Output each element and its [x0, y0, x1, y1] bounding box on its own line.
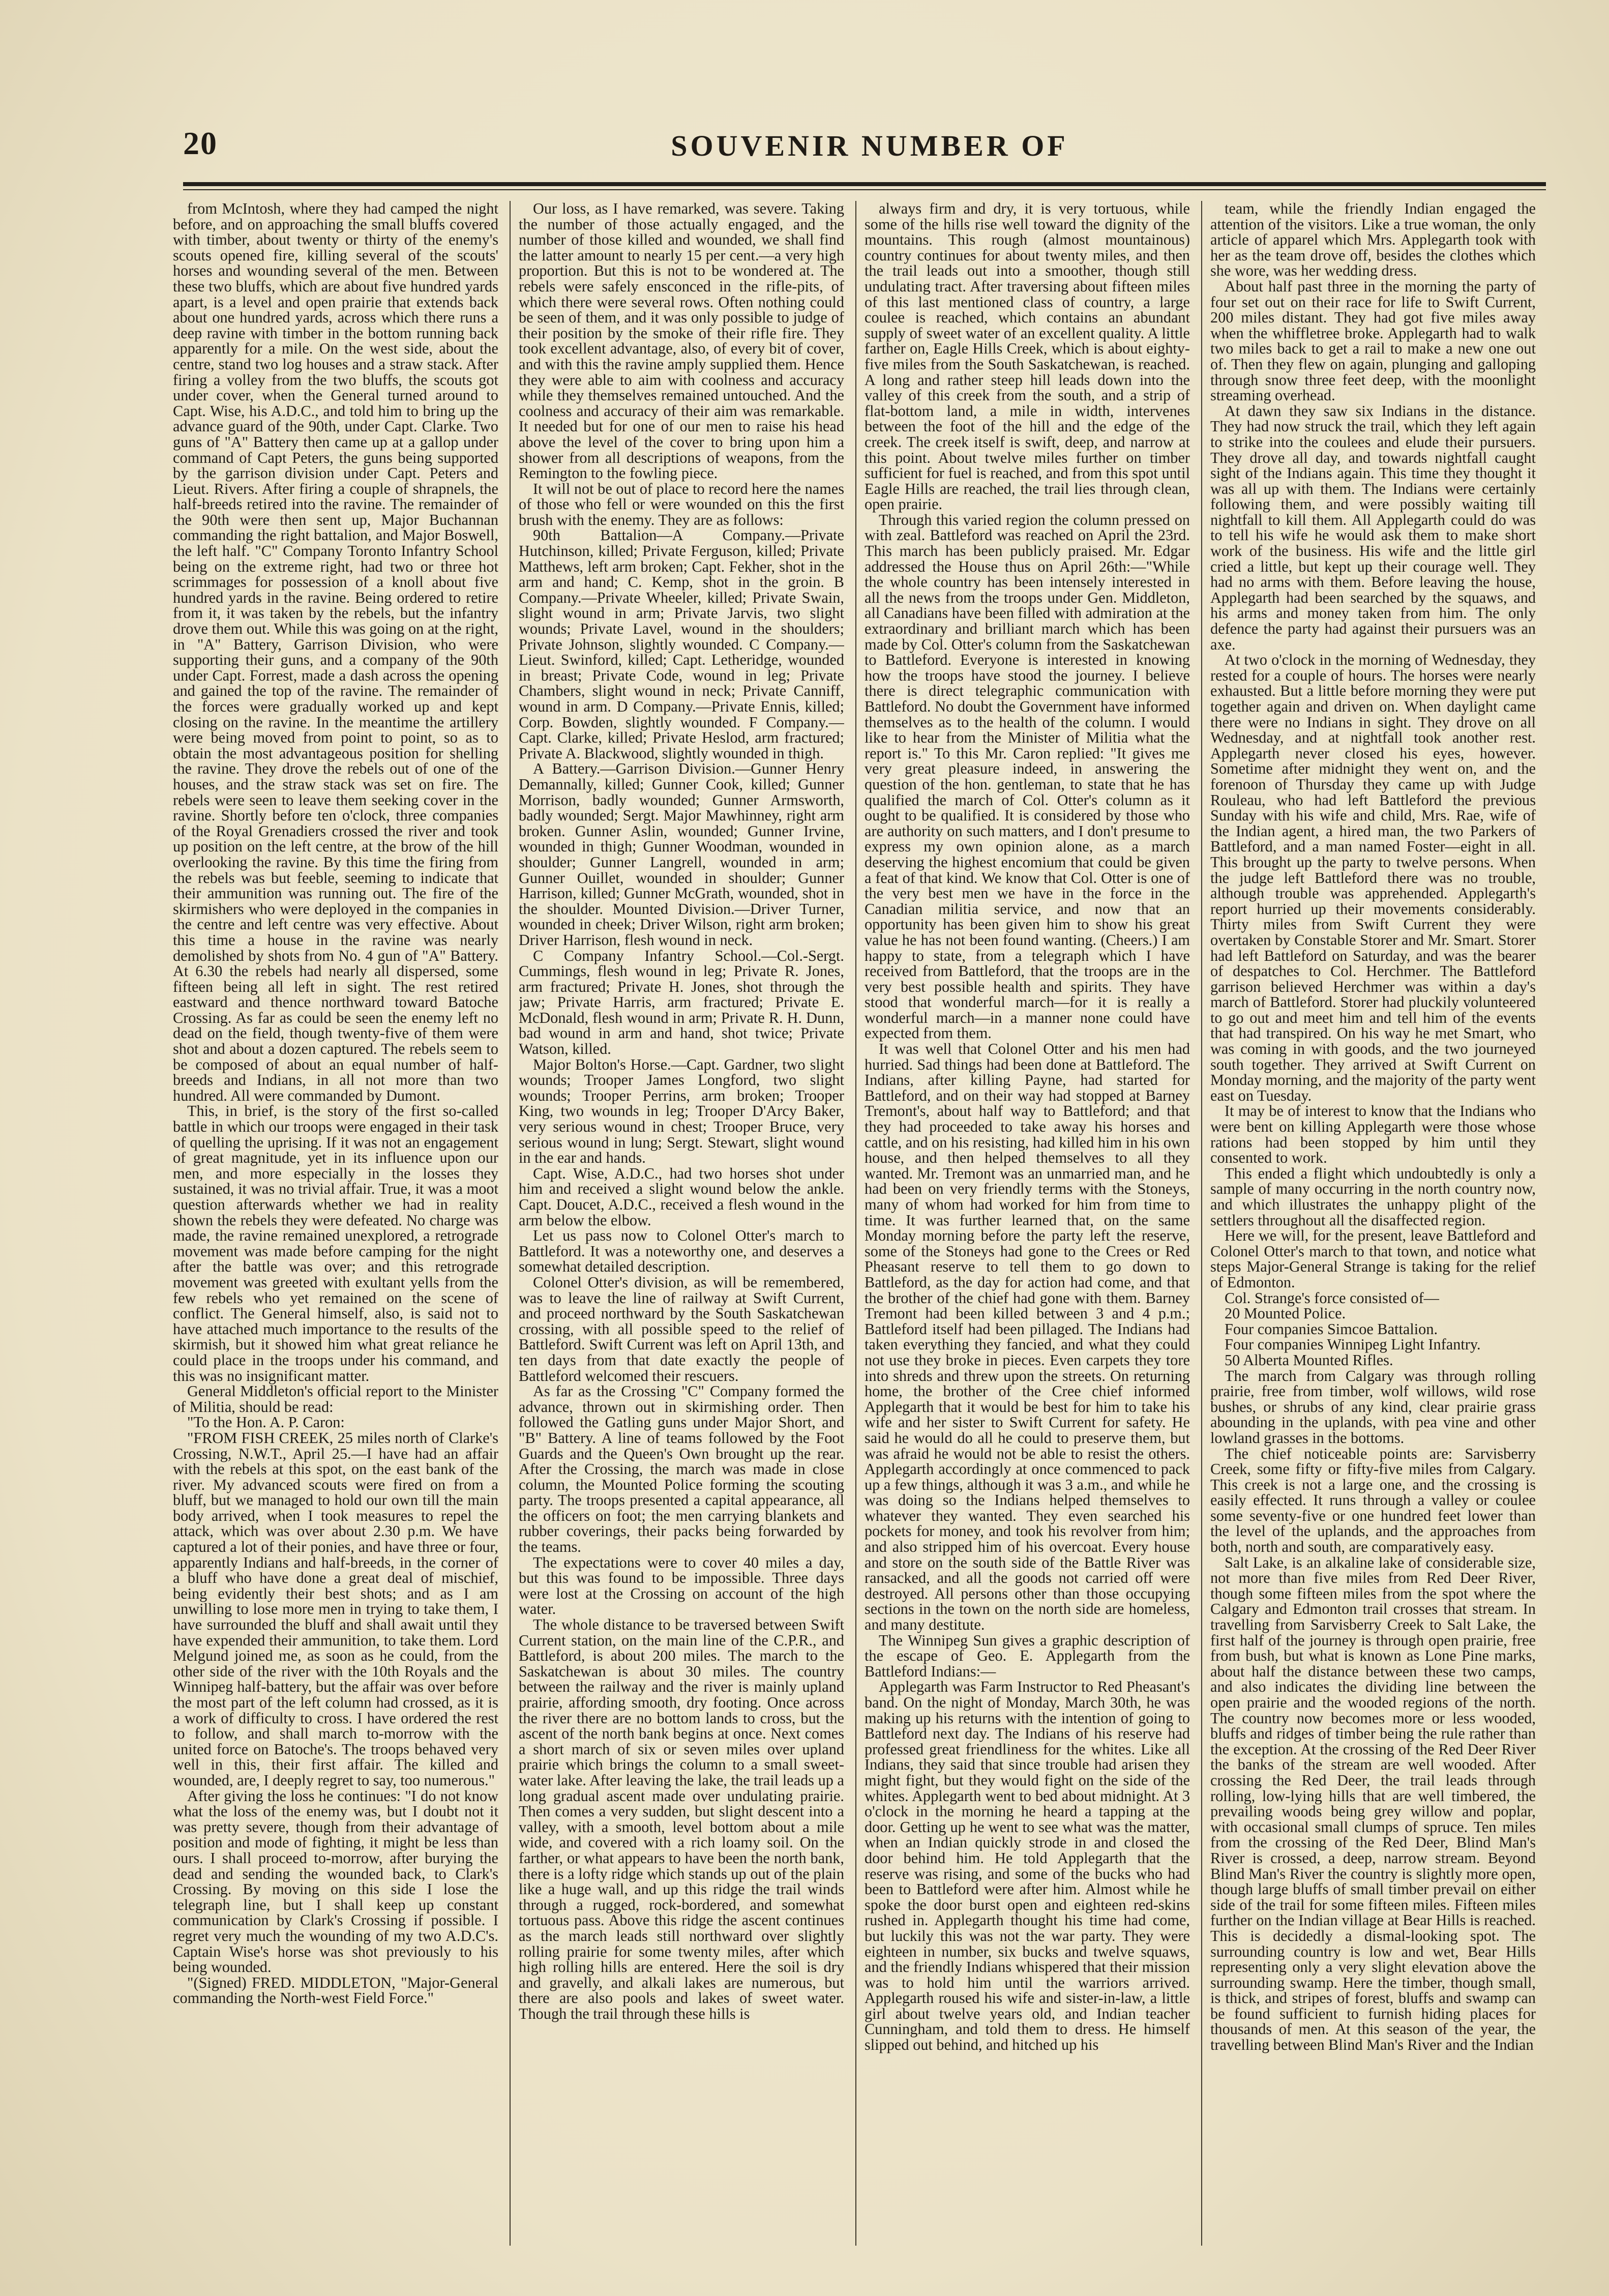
column-1	[173, 201, 498, 2246]
paragraph: The whole distance to be traversed between Swift Current station, on the main line of the C.P.R., and Battleford, is about 200 miles. The march to the Saskatchewan is about 30 miles. The country between the railway and the river is mainly upland prairie, affording smooth, dry footing. Once across the river there are no bottom lands to cross, but the ascent of the north bank begins at once. Next comes a short march of six or seven miles over upland prairie which brings the column to a small sweet-water lake. After leaving the lake, the trail leads up a long gradual ascent made over undulating prairie. Then comes a very sudden, but slight descent into a valley, with a smooth, level bottom about a mile wide, and covered with a rich loamy soil. On the farther, or what appears to have been the north bank, there is a lofty ridge which stands up out of the plain like a huge wall, and up this ridge the trail winds through a rugged, rock-bordered, and somewhat tortuous pass. Above this ridge the ascent continues as the march leads still northward over slightly rolling prairie for some twenty miles, after which high rolling hills are entered. Here the soil is dry and gravelly, and alkali lakes are numerous, but there are also pools and lakes of sweet water. Though the trail through these hills is	[519, 1616, 844, 2022]
paragraph: C Company Infantry School.—Col.-Sergt. Cummings, flesh wound in leg; Private R. Jones, arm fractured; Private H. Jones, shot through the jaw; Private Harris, arm fractured; Private E. McDonald, flesh wound in arm; Private R. H. Dunn, bad wound in arm and hand, shot twice; Private Watson, killed.	[519, 947, 844, 1058]
paragraph: It was well that Colonel Otter and his men had hurried. Sad things had been done at Battleford. The Indians, after killing Payne, had started for Battleford, and on their way had stopped at Barney Tremont's, about half way to Battleford; and that they had proceeded to take away his horses and cattle, and on his resisting, had killed him in his own house, and then helped themselves to all they wanted. Mr. Tremont was an unmarried man, and he had been on very friendly terms with the Stoneys, many of whom had worked for him from time to time. It was further learned that, on the same Monday morning before the party left the reserve, some of the Stoneys had gone to the Crees or Red Pheasant reserve to tell them to go down to Battleford, as the day for action had come, and that the brother of the chief had gone with them. Barney Tremont had been killed between 3 and 4 p.m.; Battleford itself had been pillaged. The Indians had taken everything they fancied, and what they could not use they broke in pieces. Even carpets they tore into shreds and threw upon the streets. On returning home, the brother of the Cree chief informed Applegarth that it would be best for him to take his wife and her sister to Swift Current for safety. He said he would do all he could to preserve them, but was afraid he would not be able to resist the others. Applegarth accordingly at once commenced to pack up a few things, although it was 3 a.m., and while he was doing so the Indians helped themselves to whatever they wanted. They even searched his pockets for money, and took his revolver from him; and also stripped him of his overcoat. Every house and store on the south side of the Battle River was ransacked, and all the goods not carried off were destroyed. All persons other than those occupying sections in the town on the north side are homeless, and many destitute.	[865, 1040, 1190, 1634]
paragraph: This ended a flight which undoubtedly is only a sample of many occurring in the north country now, and which illustrates the unhappy plight of the settlers throughout all the disaffected region.	[1210, 1164, 1536, 1229]
paragraph: At two o'clock in the morning of Wednesday, they rested for a couple of hours. The horses were nearly exhausted. But a little before morning they were put together again and driven on. When daylight came there were no Indians in sight. They drove on all Wednesday, and at nightfall took another rest. Applegarth never closed his eyes, however. Sometime after midnight they went on, and the forenoon of Thursday they came up with Judge Rouleau, who had left Battleford the previous Sunday with his wife and child, Mrs. Rae, wife of the Indian agent, a hired man, the two Parkers of Battleford, and a man named Foster—eight in all. This brought up the party to twelve persons. When the judge left Battleford there was no trouble, although trouble was apprehended. Applegarth's report hurried up their movements considerably. Thirty miles from Swift Current they were overtaken by Constable Storer and Mr. Smart. Storer had left Battleford on Saturday, and was the bearer of despatches to Col. Herchmer. The Battleford garrison believed Herchmer was within a day's march of Battleford. Storer had pluckily volunteered to go out and meet him and tell him of the events that had transpired. On his way he met Smart, who was coming in with goods, and the two journeyed south together. They arrived at Swift Current on Monday morning, and the majority of the party went east on Tuesday.	[1210, 651, 1536, 1104]
paragraph: About half past three in the morning the party of four set out on their race for life to Swift Current, 200 miles distant. They had got five miles away when the whiffletree broke. Applegarth had to walk two miles back to get a rail to make a new one out of. Then they flew on again, plunging and galloping through snow three feet deep, with the moonlight streaming overhead.	[1210, 277, 1536, 404]
paragraph: General Middleton's official report to the Minister of Militia, should be read:	[173, 1382, 498, 1416]
paragraph: Colonel Otter's division, as will be remembered, was to leave the line of railway at Swift Current, and proceed northward by the South Saskatchewan crossing, with all possible speed to the relief of Battleford. Swift Current was left on April 13th, and ten days from that date exactly the people of Battleford welcomed their rescuers.	[519, 1273, 844, 1385]
paragraph: It will not be out of place to record here the names of those who fell or were wounded on this the first brush with the enemy. They are as follows:	[519, 480, 844, 528]
running-title: SOUVENIR NUMBER OF	[671, 129, 1068, 162]
paragraph: The Winnipeg Sun gives a graphic description of the escape of Geo. E. Applegarth from the Battleford Indians:—	[865, 1631, 1190, 1680]
paragraph: team, while the friendly Indian engaged the attention of the visitors. Like a true woman, the only article of apparel which Mrs. Applegarth took with her as the team drove off, besides the clothes which she wore, was her wedding dress.	[1210, 201, 1536, 280]
page-number: 20	[183, 125, 218, 161]
column-2	[519, 201, 844, 2246]
paragraph: from McIntosh, where they had camped the night before, and on approaching the small bluffs covered with timber, about twenty or thirty of the enemy's scouts opened fire, killing several of the scouts' horses and wounding several of the men. Between these two bluffs, which are about five hundred yards apart, is a level and open prairie that extends back about one hundred yards, across which there runs a deep ravine with timber in the bottom running back apparently for a mile. On the west side, about the centre, stand two log houses and a straw stack. After firing a volley from the two bluffs, the scouts got under cover, when the General turned around to Capt. Wise, his A.D.C., and told him to bring up the advance guard of the 90th, under Capt. Clarke. Two guns of "A" Battery then came up at a gallop under command of Capt Peters, the guns being supported by the garrison division under Capt. Peters and Lieut. Rivers. After firing a couple of shrapnels, the half-breeds retired into the ravine. The remainder of the 90th were then sent up, Major Buchannan commanding the right battalion, and Major Boswell, the left half. "C" Company Toronto Infantry School being on the extreme right, had two or three hot scrimmages for possession of a knoll about five hundred yards in the ravine. Being ordered to retire from it, it was taken by the rebels, but the infantry drove them out. While this was going on at the right, in "A" Battery, Garrison Division, who were supporting their guns, and a company of the 90th under Capt. Forrest, made a dash across the opening and gained the top of the ravine. The remainder of the forces were gradually worked up and kept closing on the ravine. In the meantime the artillery were being moved from point to point, so as to obtain the most advantageous position for shelling the ravine. They drove the rebels out of one of the houses, and the straw stack was set on fire. The rebels were seen to leave them seeking cover in the ravine. Shortly before ten o'clock, three companies of the Royal Grenadiers crossed the river and took up position on the left centre, at the brow of the hill overlooking the ravine. By this time the firing from the rebels was but feeble, seeming to indicate that their ammunition was running out. The fire of the skirmishers who were deployed in the companies in the centre and left centre was very effective. About this time a house in the ravine was nearly demolished by shots from No. 4 gun of "A" Battery. At 6.30 the rebels had nearly all dispersed, some fifteen being all left in sight. The rest retired eastward and thence northward toward Batoche Crossing. As far as could be seen the enemy left no dead on the field, though twenty-five of them were shot and about a dozen captured. The rebels seem to be composed of about an equal number of half-breeds and Indians, in all not more than two hundred. All were commanded by Dumont.	[173, 201, 498, 1104]
paragraph: The chief noticeable points are: Sarvisberry Creek, some fifty or fifty-five miles from Calgary. This creek is not a large one, and the crossing is easily effected. It runs through a valley or coulee some seventy-five or one hundred feet lower than the level of the uplands, and the approaches from both, north and south, are comparatively easy.	[1210, 1445, 1536, 1556]
paragraph: At dawn they saw six Indians in the distance. They had now struck the trail, which they left again to strike into the coulees and elude their pursuers. They drove all day, and towards nightfall caught sight of the Indians again. This time they thought it was all up with them. The Indians were certainly following them, and were possibly waiting till nightfall to kill them. All Applegarth could do was to tell his wife he would ask them to make short work of the business. His wife and the little girl cried a little, but kept up their courage well. They had no arms with them. Before leaving the house, Applegarth had been searched by the squaws, and his arms and money taken from him. The only defence the party had against their pursuers was an axe.	[1210, 402, 1536, 653]
paragraph: It may be of interest to know that the Indians who were bent on killing Applegarth were those whose rations had been stopped by him until they consented to work.	[1210, 1102, 1536, 1167]
paragraph: Through this varied region the column pressed on with zeal. Battleford was reached on April the 23rd. This march has been publicly praised. Mr. Edgar addressed the House thus on April 26th:—"While the whole country has been intensely interested in all the news from the troops under Gen. Middleton, all Canadians have been filled with admiration at the extraordinary and brilliant march which has been made by Col. Otter's column from the Saskatchewan to Battleford. Everyone is interested in knowing how the troops have stood the journey. I believe there is direct telegraphic communication with Battleford. No doubt the Government have informed themselves as to the health of the column. I would like to hear from the Minister of Militia what the report is." To this Mr. Caron replied: "It gives me very great pleasure indeed, in answering the question of the hon. gentleman, to state that he has qualified the march of Col. Otter's column as it ought to be qualified. It is considered by those who are authority on such matters, and I don't presume to express my own opinion alone, as a march deserving the highest encomium that could be given a feat of that kind. We know that Col. Otter is one of the very best men we have in the force in the Canadian militia service, and now that an opportunity has been given him to show his great value he has not been found wanting. (Cheers.) I am happy to state, from a telegraph which I have received from Battleford, that the troops are in the very best possible health and spirits. They have stood that wonderful march—for it is really a wonderful march—in a manner none could have expected from them.	[865, 511, 1190, 1042]
paragraph: Salt Lake, is an alkaline lake of considerable size, not more than five miles from Red Deer River, though some fifteen miles from the spot where the Calgary and Edmonton trail crosses that stream. In travelling from Sarvisberry Creek to Salt Lake, the first half of the journey is through open prairie, free from bush, but what is known as Lone Pine marks, about half the distance between these two camps, and also indicates the dividing line between the open prairie and the wooded regions of the north. The country now becomes more or less wooded, bluffs and ridges of timber being the rule rather than the exception. At the crossing of the Red Deer River the banks of the stream are well wooded. After crossing the Red Deer, the trail leads through rolling, low-lying hills that are well timbered, the prevailing woods being grey willow and poplar, with occasional small clumps of spruce. Ten miles from the crossing of the Red Deer, Blind Man's River is crossed, a deep, narrow stream. Beyond Blind Man's River the country is slightly more open, though large bluffs of small timber prevail on either side of the trail for some fifteen miles. Fifteen miles further on the Indian village at Bear Hills is reached. This is decidedly a dismal-looking spot. The surrounding country is low and wet, Bear Hills representing only a very slight elevation above the surrounding swamp. Here the timber, though small, is thick, and stripes of forest, bluffs and swamp can be found sufficient to furnish hiding places for thousands of men. At this season of the year, the travelling between Blind Man's River and the Indian	[1210, 1553, 1536, 2054]
paragraph: This, in brief, is the story of the first so-called battle in which our troops were engaged in their task of quelling the uprising. If it was not an engagement of great magnitude, yet in its influence upon our men, and more especially in the losses they sustained, it was no trivial affair. True, it was a moot question afterwards whether we had in reality shown the rebels they were defeated. No charge was made, the ravine remained unexplored, a retrograde movement was made before camping for the night after the battle was over; and this retrograde movement was greeted with exultant yells from the few rebels who yet remained on the scene of conflict. The General himself, also, is said not to have attached much importance to the results of the skirmish, but it showed him what great reliance he could place in the troops under his command, and this was no insignificant matter.	[173, 1102, 498, 1385]
paragraph: always firm and dry, it is very tortuous, while some of the hills rise well toward the dignity of the mountains. This rough (almost mountainous) country continues for about twenty miles, and then the trail leads out into a smoother, though still undulating tract. After traversing about fifteen miles of this last mentioned class of country, a large coulee is reached, which contains an abundant supply of sweet water of an excellent quality. A little farther on, Eagle Hills Creek, which is about eighty-five miles from the South Saskatchewan, is reached. A long and rather steep hill leads down into the valley of this creek from the south, and a strip of flat-bottom land, a mile in width, intervenes between the foot of the hill and the edge of the creek. The creek itself is swift, deep, and narrow at this point. About twelve miles further on timber sufficient for fuel is reached, and from this spot until Eagle Hills are reached, the trail lies through clean, open prairie.	[865, 201, 1190, 513]
paragraph: Col. Strange's force consisted of—	[1225, 1289, 1439, 1307]
paragraph: Let us pass now to Colonel Otter's march to Battleford. It was a noteworthy one, and deserves a somewhat detailed description.	[519, 1227, 844, 1276]
paragraph: The expectations were to cover 40 miles a day, but this was found to be impossible. Three days were lost at the Crossing on account of the high water.	[519, 1553, 844, 1618]
paragraph: Four companies Simcoe Battalion.	[1225, 1320, 1438, 1338]
paragraph: 50 Alberta Mounted Rifles.	[1225, 1351, 1393, 1369]
column-3	[865, 201, 1190, 2246]
paragraph: "(Signed) FRED. MIDDLETON, "Major-General commanding the North-west Field Force."	[173, 1974, 498, 2007]
paragraph: After giving the loss he continues: "I do not know what the loss of the enemy was, but I doubt not it was pretty severe, though from their advantage of position and mode of fighting, it might be less than ours. I shall proceed to-morrow, after burying the dead and sending the wounded back, to Clark's Crossing. By moving on this side I lose the telegraph line, but I shall keep up constant communication by Clark's Crossing if possible. I regret very much the wounding of my two A.D.C's. Captain Wise's horse was shot previously to his being wounded.	[173, 1787, 498, 1976]
paragraph: Our loss, as I have remarked, was severe. Taking the number of those actually engaged, and the number of those killed and wounded, we shall find the latter amount to nearly 15 per cent.—a very high proportion. But this is not to be wondered at. The rebels were safely ensconced in the rifle-pits, of which there were several rows. Often nothing could be seen of them, and it was only possible to judge of their position by the smoke of their rifle fire. They took excellent advantage, also, of every bit of cover, and with this the ravine amply supplied them. Hence they were able to aim with coolness and accuracy while they themselves remained untouched. And the coolness and accuracy of their aim was remarkable. It needed but for one of our men to raise his head above the level of the cover to bring upon him a shower from all descriptions of weapons, from the Remington to the fowling piece.	[519, 201, 844, 482]
paragraph: 90th Battalion—A Company.—Private Hutchinson, killed; Private Ferguson, killed; Private Matthews, left arm broken; Capt. Fekher, shot in the arm and hand; C. Kemp, shot in the groin. B Company.—Private Wheeler, killed; Private Swain, slight wound in arm; Private Jarvis, two slight wounds; Private Lavel, wound in the shoulders; Private Johnson, slightly wounded. C Company.—Lieut. Swinford, killed; Capt. Letheridge, wounded in breast; Private Code, wound in leg; Private Chambers, slight wound in neck; Private Canniff, wound in arm. D Company.—Private Ennis, killed; Corp. Bowden, slightly wounded. F Company.—Capt. Clarke, killed; Private Heslod, arm fractured; Private A. Blackwood, slightly wounded in thigh.	[519, 526, 844, 762]
header-rule	[183, 182, 1546, 186]
paragraph: As far as the Crossing "C" Company formed the advance, thrown out in skirmishing order. Then followed the Gatling guns under Major Short, and "B" Battery. A line of teams followed by the Foot Guards and the Queen's Own brought up the rear. After the Crossing, the march was made in close column, the Mounted Police forming the scouting party. The troops presented a capital appearance, all the officers on foot; the men carrying blankets and rubber coverings, their packs being forwarded by the teams.	[519, 1382, 844, 1556]
column-divider	[855, 201, 856, 2246]
paragraph: A Battery.—Garrison Division.—Gunner Henry Demannally, killed; Gunner Cook, killed; Gunner Morrison, badly wounded; Gunner Armsworth, badly wounded; Sergt. Major Mawhinney, right arm broken. Gunner Aslin, wounded; Gunner Irvine, wounded in thigh; Gunner Woodman, wounded in shoulder; Gunner Langrell, wounded in arm; Gunner Ouillet, wounded in shoulder; Gunner Harrison, killed; Gunner McGrath, wounded, shot in the shoulder. Mounted Division.—Driver Turner, wounded in cheek; Driver Wilson, right arm broken; Driver Harrison, flesh wound in neck.	[519, 760, 844, 949]
article-columns	[173, 201, 1546, 2246]
paragraph: 20 Mounted Police.	[1225, 1305, 1346, 1322]
paragraph: The march from Calgary was through rolling prairie, free from timber, wolf willows, wild rose bushes, or shrubs of any kind, clear prairie grass abounding in the uplands, with pea vine and other lowland grasses in the bottoms.	[1210, 1367, 1536, 1447]
paragraph: Here we will, for the present, leave Battleford and Colonel Otter's march to that town, and notice what steps Major-General Strange is taking for the relief of Edmonton.	[1210, 1227, 1536, 1291]
column-divider	[1201, 201, 1202, 2246]
paragraph: Major Bolton's Horse.—Capt. Gardner, two slight wounds; Trooper James Longford, two slight wounds; Trooper Perrins, arm broken; Trooper King, two wounds in leg; Trooper D'Arcy Baker, very serious wound in chest; Trooper Bruce, very serious wound in lung; Sergt. Stewart, slight wound in the ear and hands.	[519, 1055, 844, 1167]
header-rule-thin	[183, 189, 1546, 190]
column-divider	[510, 201, 511, 2246]
paragraph: Four companies Winnipeg Light Infantry.	[1225, 1336, 1481, 1353]
page-header	[183, 125, 1546, 170]
paragraph: Applegarth was Farm Instructor to Red Pheasant's band. On the night of Monday, March 30th, he was making up his returns with the intention of going to Battleford next day. The Indians of his reserve had professed great friendliness for the whites. Like all Indians, they said that since trouble had arisen they might fight, but they would fight on the side of the whites. Applegarth went to bed about midnight. At 3 o'clock in the morning he heard a tapping at the door. Getting up he went to see what was the matter, when an Indian quickly strode in and closed the door behind him. He told Applegarth that the reserve was rising, and some of the bucks who had been to Battleford were after him. Almost while he spoke the door burst open and eighteen red-skins rushed in. Applegarth thought his time had come, but luckily this was not the war party. They were eighteen in number, six bucks and twelve squaws, and the friendly Indians whispered that their mission was to hold him until the warriors arrived. Applegarth roused his wife and sister-in-law, a little girl about twelve years old, and Indian teacher Cunningham, and told them to dress. He himself slipped out behind, and hitched up his	[865, 1678, 1190, 2054]
paragraph: "To the Hon. A. P. Caron:	[187, 1414, 345, 1431]
column-4	[1210, 201, 1536, 2246]
paragraph: Capt. Wise, A.D.C., had two horses shot under him and received a slight wound below the ankle. Capt. Doucet, A.D.C., received a flesh wound in the arm below the elbow.	[519, 1164, 844, 1229]
paragraph: "FROM FISH CREEK, 25 miles north of Clarke's Crossing, N.W.T., April 25.—I have had an affair with the rebels at this spot, on the east bank of the river. My advanced scouts were fired on from a bluff, but we managed to hold our own till the main body arrived, when I took measures to repel the attack, which was over about 2.30 p.m. We have captured a lot of their ponies, and have three or four, apparently Indians and half-breeds, in the corner of a bluff who have done a great deal of mischief, being evidently their best shots; and as I am unwilling to lose more men in trying to take them, I have surrounded the bluff and shall await until they have expended their ammunition, to take them. Lord Melgund joined me, as soon as he could, from the other side of the river with the 10th Royals and the Winnipeg half-battery, but the affair was over before the most part of the left column had crossed, as it is a work of difficulty to cross. I have ordered the rest to follow, and shall march to-morrow with the united force on Batoche's. The troops behaved very well in this, their first affair. The killed and wounded, are, I deeply regret to say, too numerous."	[173, 1429, 498, 1789]
